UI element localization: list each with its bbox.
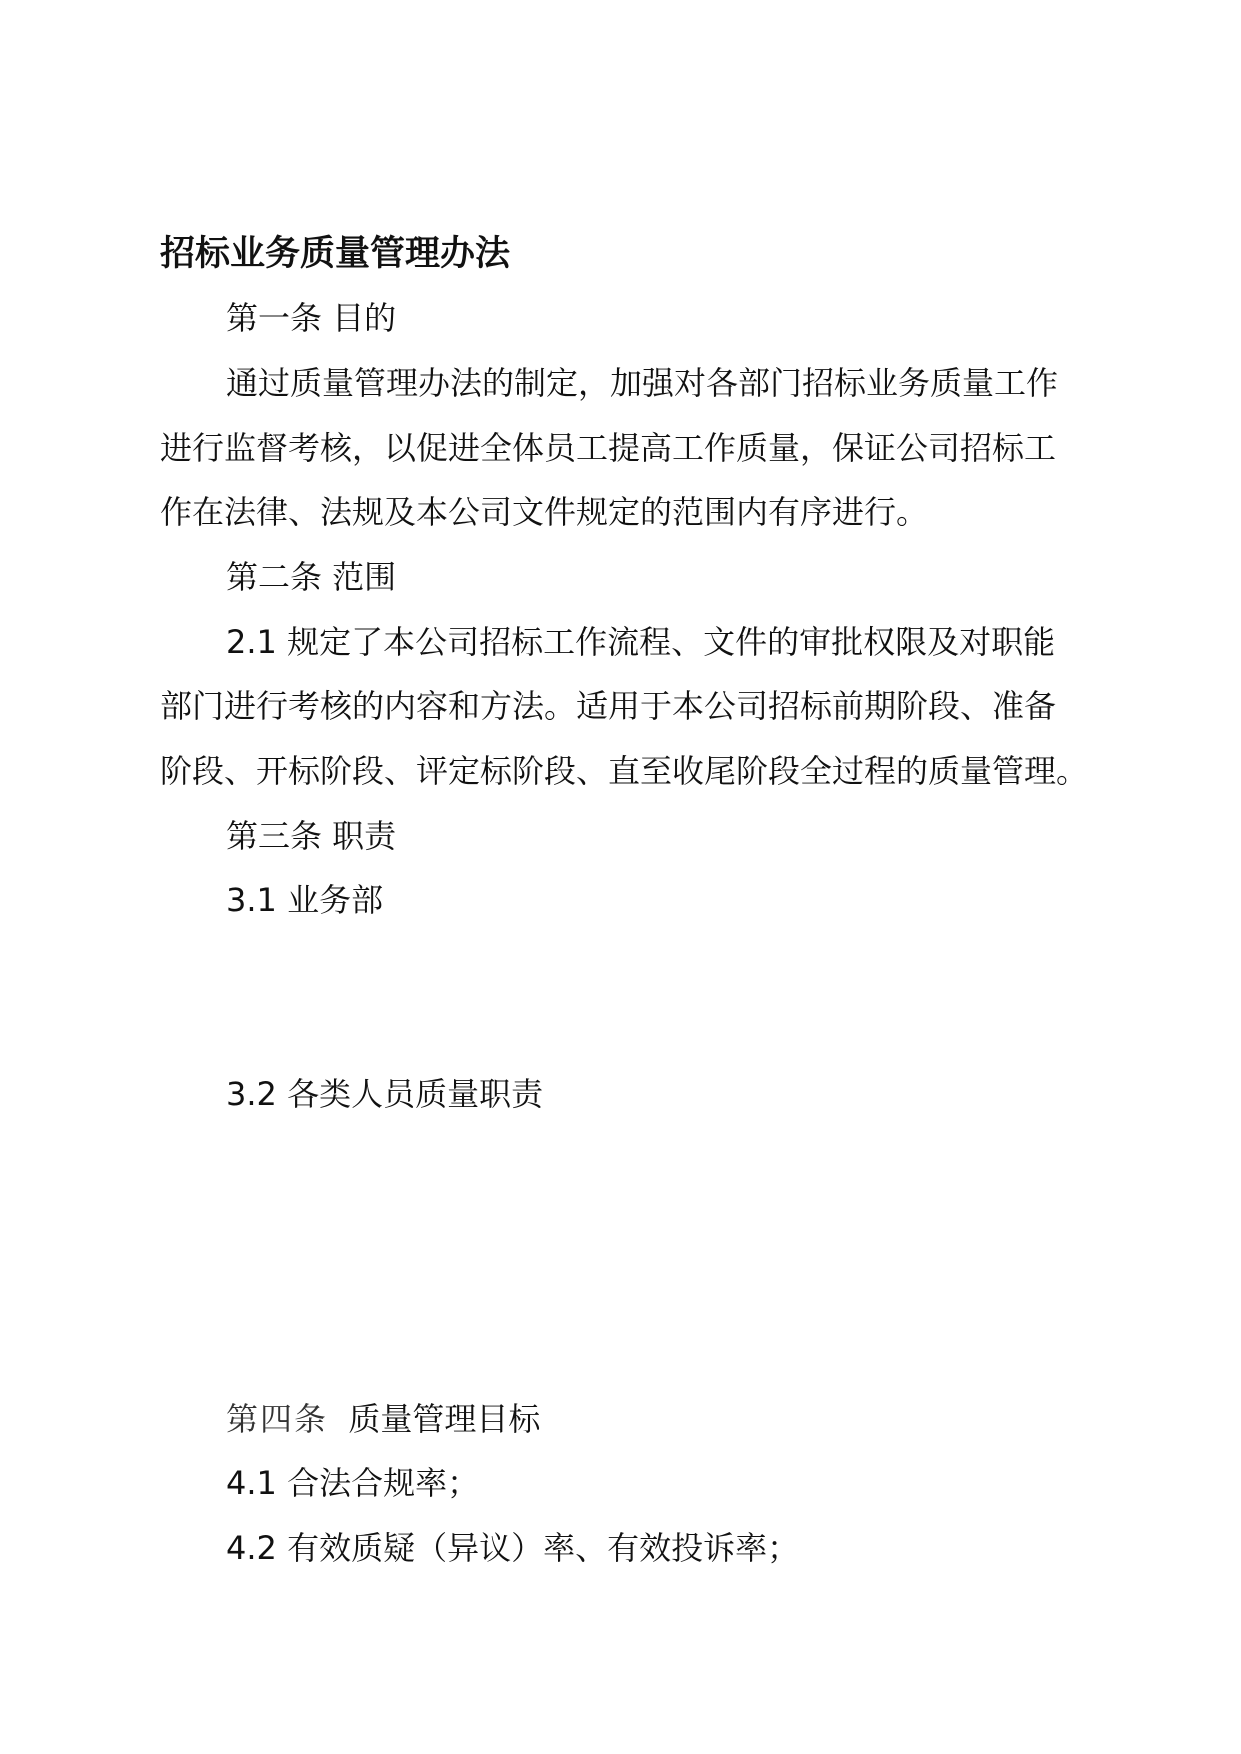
article2-line-3: 阶段、开标阶段、评定标阶段、直至收尾阶段全过程的质量管理。 [160, 752, 1089, 790]
article1-line-3: 作在法律、法规及本公司文件规定的范围内有序进行。 [160, 493, 929, 531]
article4-heading-text: 质量管理目标 [348, 1400, 541, 1438]
item-4-1: 4.1 合法合规率； [226, 1464, 480, 1502]
article2-line-1: 2.1 规定了本公司招标工作流程、文件的审批权限及对职能 [226, 623, 1056, 661]
article2-heading: 第二条 范围 [226, 558, 397, 596]
item-3-2: 3.2 各类人员质量职责 [226, 1075, 544, 1113]
document-title: 招标业务质量管理办法 [160, 234, 511, 274]
item-4-2: 4.2 有效质疑（异议）率、有效投诉率； [226, 1529, 800, 1567]
article4-heading-prefix: 第四条 [226, 1400, 329, 1438]
article1-line-2: 进行监督考核，以促进全体员工提高工作质量，保证公司招标工 [160, 429, 1057, 467]
article3-heading: 第三条 职责 [226, 817, 397, 855]
article4-heading [226, 1399, 540, 1439]
item-3-1: 3.1 业务部 [226, 881, 384, 919]
article1-heading: 第一条 目的 [226, 299, 397, 337]
article2-line-2: 部门进行考核的内容和方法。适用于本公司招标前期阶段、准备 [160, 687, 1057, 725]
article1-line-1: 通过质量管理办法的制定，加强对各部门招标业务质量工作 [226, 364, 1059, 402]
